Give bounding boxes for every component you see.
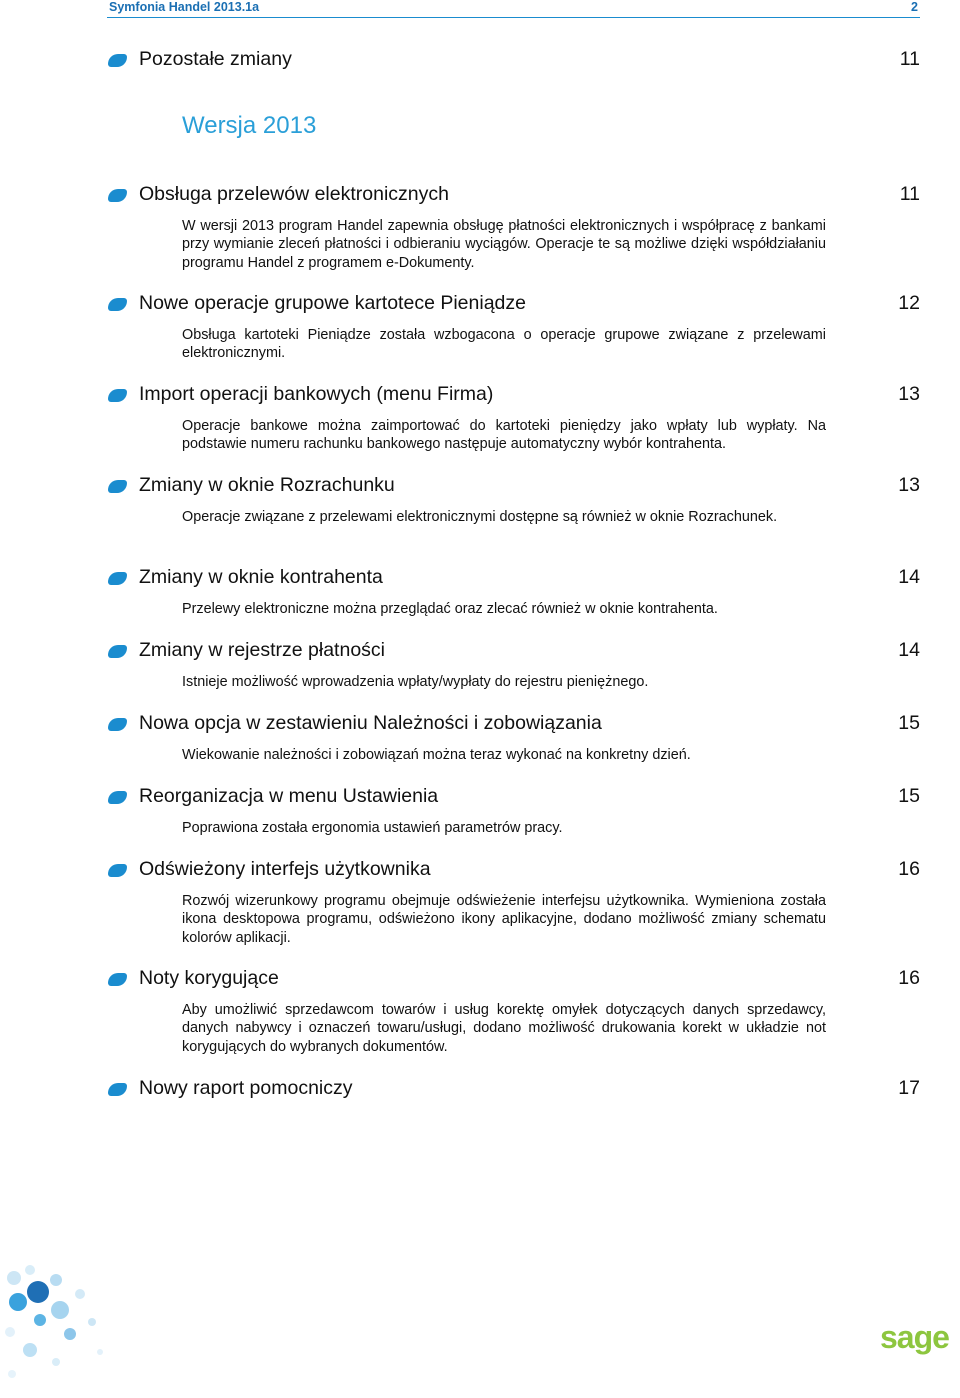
entry-title[interactable]: Nowe operacje grupowe kartotece Pieniądze (139, 292, 526, 314)
entry-description: Istnieje możliwość wprowadzenia wpłaty/wypłaty do rejestru pieniężnego. (182, 674, 649, 690)
entry-description: W wersji 2013 program Handel zapewnia obsługę płatności elektronicznych i współpracę z bankami przy wymianie zleceń płatności i odbieraniu wyciągów. Operacje te są możliwe dzięki współdziałaniu programu Handel z programem e-Dokumenty. (182, 218, 826, 271)
bullet-icon (108, 480, 127, 493)
bullet-icon (108, 189, 127, 202)
entry-title[interactable]: Nowy raport pomocniczy (139, 1077, 353, 1099)
entry-page-number[interactable]: 15 (898, 785, 920, 807)
bullet-icon (108, 298, 127, 311)
sage-logo (878, 1318, 960, 1364)
bullet-icon (108, 864, 127, 877)
entry-description: Aby umożliwić sprzedawcom towarów i usług korektę omyłek dotyczących danych sprzedawcy, danych nabywcy i oznaczeń towaru/usługi, dodano możliwość drukowania korekt w układzie not korygujących do wybranych dokumentów. (182, 1002, 826, 1055)
entry-page-number[interactable]: 17 (898, 1077, 920, 1099)
entry-description: Rozwój wizerunkowy programu obejmuje odświeżenie interfejsu użytkownika. Wymieniona została ikona desktopowa programu, odświeżono ikony aplikacyjne, dodano możliwość zmiany schematu kolorów aplikacji. (182, 893, 826, 946)
entry-title[interactable]: Zmiany w oknie Rozrachunku (139, 474, 395, 496)
entry-page-number[interactable]: 13 (898, 474, 920, 496)
entry-title[interactable]: Pozostałe zmiany (139, 48, 292, 70)
entry-page-number[interactable]: 15 (898, 712, 920, 734)
entry-description: Operacje bankowe można zaimportować do kartoteki pieniędzy jako wpłaty lub wypłaty. Na podstawie numeru rachunku bankowego następuje automatyczny wybór kontrahenta. (182, 418, 826, 453)
entry-title[interactable]: Obsługa przelewów elektronicznych (139, 183, 449, 205)
bullet-icon (108, 973, 127, 986)
bullet-icon (108, 1083, 127, 1096)
bullet-icon (108, 389, 127, 402)
entry-description: Poprawiona została ergonomia ustawień parametrów pracy. (182, 820, 563, 836)
entry-title[interactable]: Odświeżony interfejs użytkownika (139, 858, 431, 880)
entry-description: Obsługa kartoteki Pieniądze została wzbogacona o operacje grupowe związane z przelewami elektronicznymi. (182, 327, 826, 362)
bullet-icon (108, 572, 127, 585)
version-heading: Wersja 2013 (182, 112, 317, 139)
entry-page-number[interactable]: 12 (898, 292, 920, 314)
decorative-dots-graphic (0, 1262, 130, 1398)
entry-page-number[interactable]: 14 (898, 566, 920, 588)
entry-title[interactable]: Nowa opcja w zestawieniu Należności i zobowiązania (139, 712, 602, 734)
header-title: Symfonia Handel 2013.1a (109, 0, 260, 14)
entry-page-number[interactable]: 16 (898, 967, 920, 989)
entry-title[interactable]: Zmiany w oknie kontrahenta (139, 566, 383, 588)
header-page-number: 2 (911, 0, 918, 14)
bullet-icon (108, 645, 127, 658)
entry-page-number[interactable]: 13 (898, 383, 920, 405)
svg-text:sage: sage (880, 1319, 949, 1355)
entry-title[interactable]: Import operacji bankowych (menu Firma) (139, 383, 494, 405)
entry-description: Przelewy elektroniczne można przeglądać oraz zlecać również w oknie kontrahenta. (182, 601, 718, 617)
entry-title[interactable]: Zmiany w rejestrze płatności (139, 639, 385, 661)
entry-description: Wiekowanie należności i zobowiązań można teraz wykonać na konkretny dzień. (182, 747, 691, 763)
entry-page-number[interactable]: 11 (899, 48, 920, 70)
entry-page-number[interactable]: 11 (899, 183, 920, 205)
page-header (107, 0, 920, 18)
bullet-icon (108, 718, 127, 731)
bullet-icon (108, 791, 127, 804)
entry-description: Operacje związane z przelewami elektronicznymi dostępne są również w oknie Rozrachunek. (182, 509, 778, 525)
entry-title[interactable]: Reorganizacja w menu Ustawienia (139, 785, 439, 807)
bullet-icon (108, 54, 127, 67)
entry-title[interactable]: Noty korygujące (139, 967, 279, 989)
entry-page-number[interactable]: 14 (898, 639, 920, 661)
entry-page-number[interactable]: 16 (898, 858, 920, 880)
